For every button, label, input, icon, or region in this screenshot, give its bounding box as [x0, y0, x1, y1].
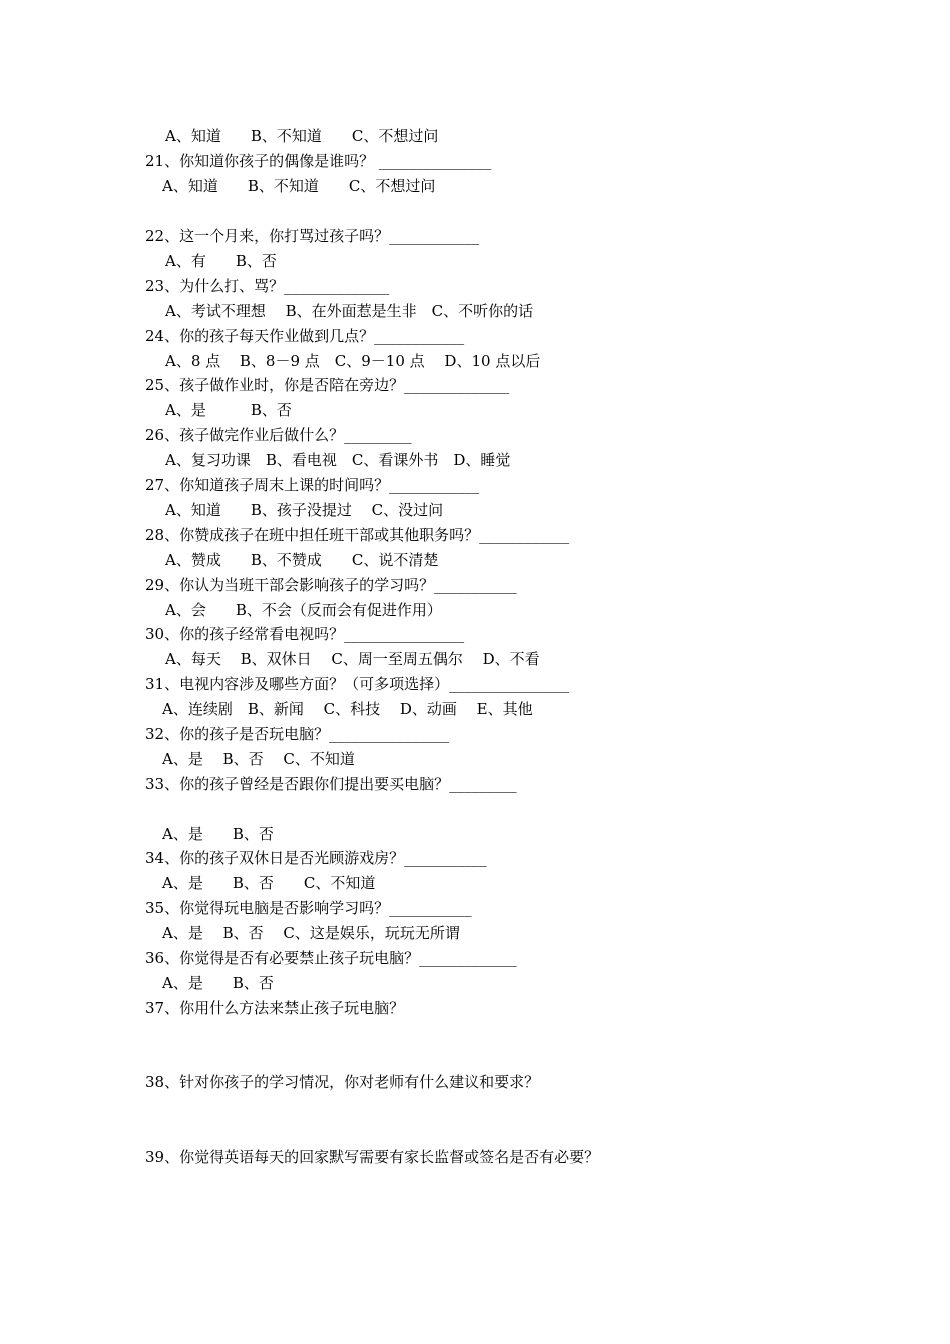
q33-question: 33、你的孩子曾经是否跟你们提出要买电脑？_________	[145, 775, 517, 793]
q22-options: A、有 B、否	[165, 252, 277, 270]
q30-options: A、每天 B、双休日 C、周一至周五偶尔 D、不看	[165, 650, 540, 668]
q27-options: A、知道 B、孩子没提过 C、没过问	[165, 501, 444, 519]
q29-question: 29、你认为当班干部会影响孩子的学习吗？___________	[145, 576, 517, 594]
q25-options: A、是 B、否	[165, 401, 292, 419]
q35-question: 35、你觉得玩电脑是否影响学习吗？___________	[145, 899, 472, 917]
q21-question: 21、你知道你孩子的偶像是谁吗？ _______________	[145, 152, 492, 170]
q35-options: A、是 B、否 C、这是娱乐，玩玩无所谓	[162, 924, 460, 942]
q23-question: 23、为什么打、骂？______________	[145, 277, 390, 295]
q21-options: A、知道 B、不知道 C、不想过问	[162, 177, 436, 195]
q26-options: A、复习功课 B、看电视 C、看课外书 D、睡觉	[165, 451, 511, 469]
q33-options: A、是 B、否	[162, 825, 274, 843]
q24-question: 24、你的孩子每天作业做到几点？____________	[145, 327, 465, 345]
q32-options: A、是 B、否 C、不知道	[162, 750, 355, 768]
q24-options: A、8 点 B、8－9 点 C、9－10 点 D、10 点以后	[165, 352, 541, 370]
q36-question: 36、你觉得是否有必要禁止孩子玩电脑？_____________	[145, 949, 517, 967]
q34-question: 34、你的孩子双休日是否光顾游戏房？___________	[145, 849, 487, 867]
q30-question: 30、你的孩子经常看电视吗？________________	[145, 625, 465, 643]
q36-options: A、是 B、否	[162, 974, 274, 992]
q29-options: A、会 B、不会（反而会有促进作用）	[165, 601, 442, 619]
q26-question: 26、孩子做完作业后做什么？_________	[145, 426, 412, 444]
q28-question: 28、你赞成孩子在班中担任班干部或其他职务吗？____________	[145, 526, 570, 544]
q28-options: A、赞成 B、不赞成 C、说不清楚	[165, 551, 439, 569]
q20-options: A、知道 B、不知道 C、不想过问	[165, 127, 439, 145]
q22-question: 22、这一个月来，你打骂过孩子吗？____________	[145, 227, 480, 245]
q37-question: 37、你用什么方法来禁止孩子玩电脑？	[145, 999, 405, 1017]
q32-question: 32、你的孩子是否玩电脑？________________	[145, 725, 450, 743]
q34-options: A、是 B、否 C、不知道	[162, 874, 376, 892]
q25-question: 25、孩子做作业时，你是否陪在旁边？______________	[145, 376, 510, 394]
q38-question: 38、针对你孩子的学习情况，你对老师有什么建议和要求？	[145, 1073, 540, 1091]
q31-options: A、连续剧 B、新闻 C、科技 D、动画 E、其他	[162, 700, 533, 718]
q27-question: 27、你知道孩子周末上课的时间吗？____________	[145, 476, 480, 494]
q39-question: 39、你觉得英语每天的回家默写需要有家长监督或签名是否有必要？	[145, 1148, 600, 1166]
q31-question: 31、电视内容涉及哪些方面？（可多项选择）________________	[145, 675, 570, 693]
q23-options: A、考试不理想 B、在外面惹是生非 C、不听你的话	[165, 302, 534, 320]
